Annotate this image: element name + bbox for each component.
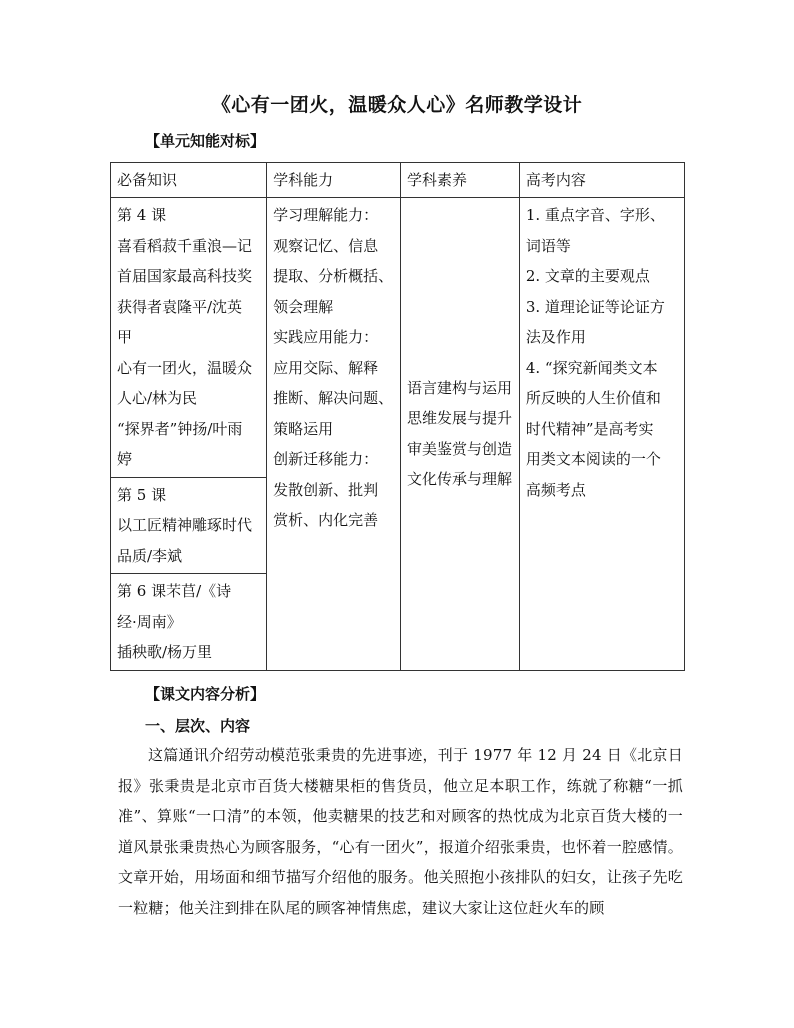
lesson4-line: 心有一团火，温暖众	[117, 358, 253, 377]
ability-line: 观察记忆、信息	[273, 236, 379, 255]
ability-line: 提取、分析概括、	[273, 267, 394, 285]
lesson4-line: 人心/林为民	[117, 389, 198, 407]
analysis-heading: 【课文内容分析】	[145, 685, 266, 703]
ability-line: 实践应用能力：	[273, 328, 379, 346]
literacy-line: 文化传承与理解	[407, 470, 513, 489]
lesson6-line: 第 6 课芣苢/《诗	[117, 582, 232, 600]
table-row	[111, 198, 685, 478]
exam-line: 1. 重点字音、字形、	[525, 206, 665, 224]
header-literacy: 学科素养	[401, 163, 520, 198]
lesson5-line: 以工匠精神雕琢时代	[117, 516, 253, 534]
exam-line: 3. 道理论证等论证方	[525, 297, 665, 316]
cell-lesson5	[111, 477, 267, 574]
ability-line: 应用交际、解释	[273, 358, 379, 377]
lesson4-line: 首届国家最高科技奖	[117, 267, 253, 285]
exam-line: 词语等	[525, 236, 571, 255]
body-paragraph: 这篇通讯介绍劳动模范张秉贵的先进事迹，刊于 1977 年 12 月 24 日《北京日报》张秉贵是北京市百货大楼糖果柜的售货员，他立足本职工作，练就了称糖“一抓准”、算账“一口清”的本领，他卖糖果的技艺和对顾客的热忱成为北京百货大楼的一道风景张秉贵热心为顾客服务，“心有一团火”，报道介绍张秉贵，也怀着一腔感情。文章开始，用场面和细节描写介绍他的服务。他关照抱小孩排队的妇女，让孩子先吃一粒糖；他关注到排在队尾的顾客神情焦虑，建议大家让这位赶火车的顾	[118, 746, 683, 917]
page-title: 《心有一团火，温暖众人心》名师教学设计	[211, 94, 583, 116]
literacy-line: 语言建构与运用	[407, 378, 513, 397]
exam-line: 所反映的人生价值和	[525, 389, 661, 407]
lesson4-line: 第 4 课	[117, 206, 167, 224]
unit-heading: 【单元知能对标】	[145, 132, 266, 150]
literacy-line: 思维发展与提升	[407, 409, 513, 428]
exam-line: 高频考点	[525, 480, 586, 499]
cell-lesson4	[111, 198, 267, 478]
table-header-row	[111, 163, 685, 198]
ability-line: 领会理解	[273, 297, 334, 316]
section-heading: 一、层次、内容	[145, 717, 251, 735]
lesson4-line: “探界者”钟扬/叶雨	[117, 419, 243, 438]
lesson4-line: 喜看稻菽千重浪—记	[117, 236, 253, 255]
cell-ability	[267, 198, 401, 671]
lesson4-line: 获得者袁隆平/沈英	[117, 297, 243, 316]
literacy-line: 审美鉴赏与创造	[407, 439, 513, 458]
ability-line: 推断、解决问题、	[273, 389, 394, 407]
lesson6-line: 插秧歌/杨万里	[117, 643, 213, 661]
exam-line: 时代精神”是高考实	[525, 419, 654, 438]
header-ability: 学科能力	[267, 163, 401, 198]
header-exam: 高考内容	[519, 163, 684, 198]
ability-line: 创新迁移能力：	[273, 450, 379, 468]
cell-exam	[519, 198, 684, 671]
header-knowledge: 必备知识	[111, 163, 267, 198]
ability-line: 学习理解能力：	[273, 206, 379, 224]
cell-lesson6	[111, 574, 267, 671]
cell-literacy	[401, 198, 520, 671]
exam-line: 法及作用	[525, 328, 586, 346]
ability-line: 策略运用	[273, 419, 334, 438]
objectives-table	[110, 162, 685, 671]
exam-line: 4. “探究新闻类文本	[525, 358, 658, 377]
exam-line: 2. 文章的主要观点	[525, 267, 650, 285]
exam-line: 用类文本阅读的一个	[525, 450, 661, 468]
lesson5-line: 第 5 课	[117, 485, 167, 504]
lesson4-line: 婷	[117, 450, 133, 468]
ability-line: 发散创新、批判	[273, 480, 379, 499]
ability-line: 赏析、内化完善	[273, 511, 379, 529]
lesson4-line: 甲	[117, 328, 133, 346]
lesson5-line: 品质/李斌	[117, 546, 183, 565]
lesson6-line: 经·周南》	[117, 612, 182, 631]
